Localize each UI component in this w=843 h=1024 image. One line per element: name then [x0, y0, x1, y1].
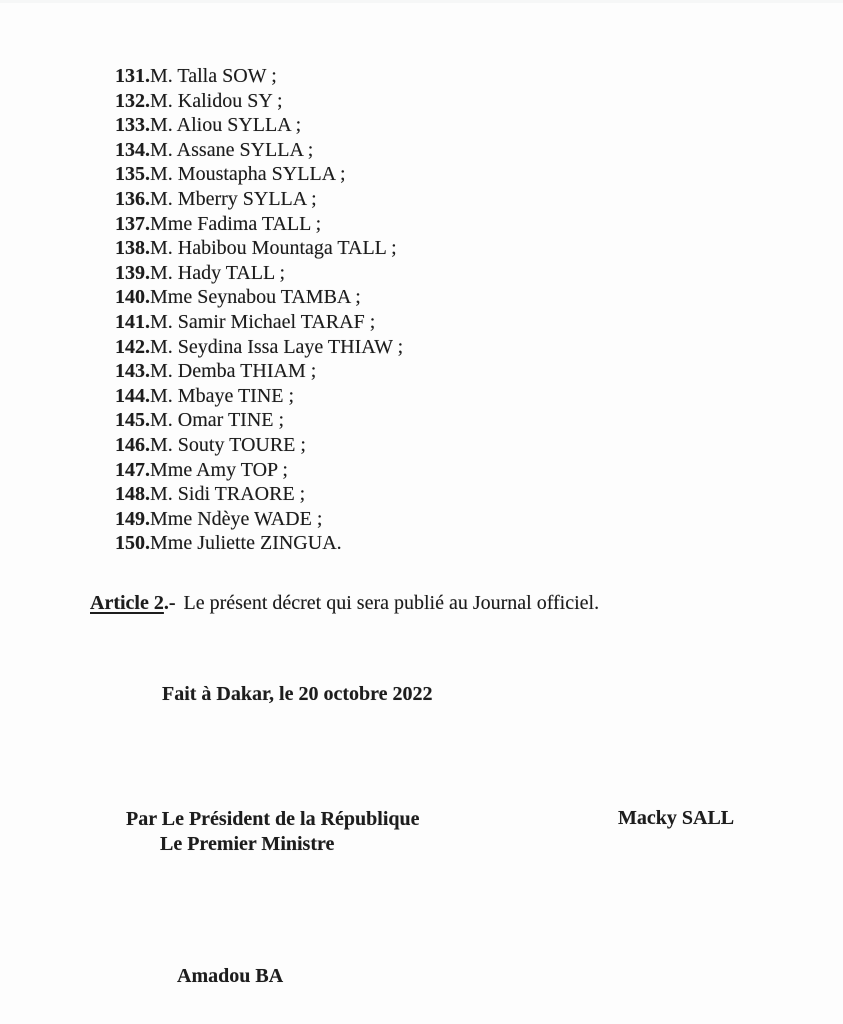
list-item-text: M. Mberry SYLLA ; [150, 187, 317, 210]
prime-minister-name: Amadou BA [177, 965, 284, 987]
list-item [115, 384, 403, 409]
list-item [115, 433, 403, 458]
list-item [115, 285, 403, 310]
list-item-number: 138. [115, 237, 150, 260]
signature-pm-title: Le Premier Ministre [160, 832, 335, 855]
list-item-number: 135. [115, 163, 150, 186]
list-item [115, 138, 403, 163]
list-item [115, 162, 403, 187]
list-item-text: M. Mbaye TINE ; [150, 384, 295, 407]
signature-left-block [126, 807, 420, 856]
name-list [115, 64, 403, 556]
list-item-text: M. Kalidou SY ; [150, 89, 283, 112]
list-item-text: M. Habibou Mountaga TALL ; [150, 237, 397, 260]
list-item [115, 482, 403, 507]
list-item-number: 137. [115, 212, 150, 235]
list-item [115, 359, 403, 384]
dateline: Fait à Dakar, le 20 octobre 2022 [162, 683, 433, 705]
list-item-text: M. Sidi TRAORE ; [150, 483, 306, 506]
list-item-text: Mme Fadima TALL ; [150, 212, 322, 235]
list-item-text: M. Omar TINE ; [150, 409, 285, 432]
list-item-number: 134. [115, 138, 150, 161]
list-item [115, 187, 403, 212]
list-item [115, 261, 403, 286]
list-item-number: 146. [115, 433, 150, 456]
list-item-number: 139. [115, 261, 150, 284]
president-name: Macky SALL [618, 807, 735, 829]
signature-president-title: Par Le Président de la République [126, 808, 420, 830]
list-item [115, 236, 403, 261]
list-item-text: M. Souty TOURE ; [150, 433, 306, 456]
list-item [115, 113, 403, 138]
list-item [115, 212, 403, 237]
list-item-number: 136. [115, 187, 150, 210]
list-item-number: 144. [115, 384, 150, 407]
article-2-separator: .- [163, 592, 176, 614]
list-item-text: Mme Juliette ZINGUA. [150, 532, 342, 555]
article-2-text: Le présent décret qui sera publié au Journal officiel. [183, 592, 600, 614]
list-item [115, 89, 403, 114]
list-item-text: M. Assane SYLLA ; [150, 138, 314, 161]
list-item-number: 132. [115, 89, 150, 112]
list-item-text: M. Hady TALL ; [150, 261, 286, 284]
list-item [115, 458, 403, 483]
list-item-text: M. Demba THIAM ; [150, 360, 317, 383]
list-item-text: Mme Seynabou TAMBA ; [150, 286, 361, 309]
list-item [115, 310, 403, 335]
list-item-number: 142. [115, 335, 150, 358]
list-item [115, 408, 403, 433]
list-item [115, 64, 403, 89]
list-item-text: Mme Amy TOP ; [150, 458, 288, 481]
list-item-number: 131. [115, 65, 150, 87]
list-item-number: 147. [115, 458, 150, 481]
list-item-number: 141. [115, 310, 150, 333]
list-item-text: M. Moustapha SYLLA ; [150, 163, 346, 186]
list-item-text: M. Talla SOW ; [150, 65, 277, 87]
list-item [115, 335, 403, 360]
list-item-text: Mme Ndèye WADE ; [150, 507, 323, 530]
list-item-text: M. Aliou SYLLA ; [150, 114, 302, 137]
list-item-number: 150. [115, 532, 150, 555]
list-item-number: 143. [115, 360, 150, 383]
list-item-number: 140. [115, 286, 150, 309]
list-item [115, 507, 403, 532]
list-item [115, 531, 403, 556]
list-item-text: M. Seydina Issa Laye THIAW ; [150, 335, 404, 358]
list-item-text: M. Samir Michael TARAF ; [150, 310, 376, 333]
article-2-paragraph [90, 592, 599, 615]
list-item-number: 133. [115, 114, 150, 137]
list-item-number: 145. [115, 409, 150, 432]
article-2-label: Article 2 [90, 592, 164, 614]
list-item-number: 148. [115, 483, 150, 506]
list-item-number: 149. [115, 507, 150, 530]
